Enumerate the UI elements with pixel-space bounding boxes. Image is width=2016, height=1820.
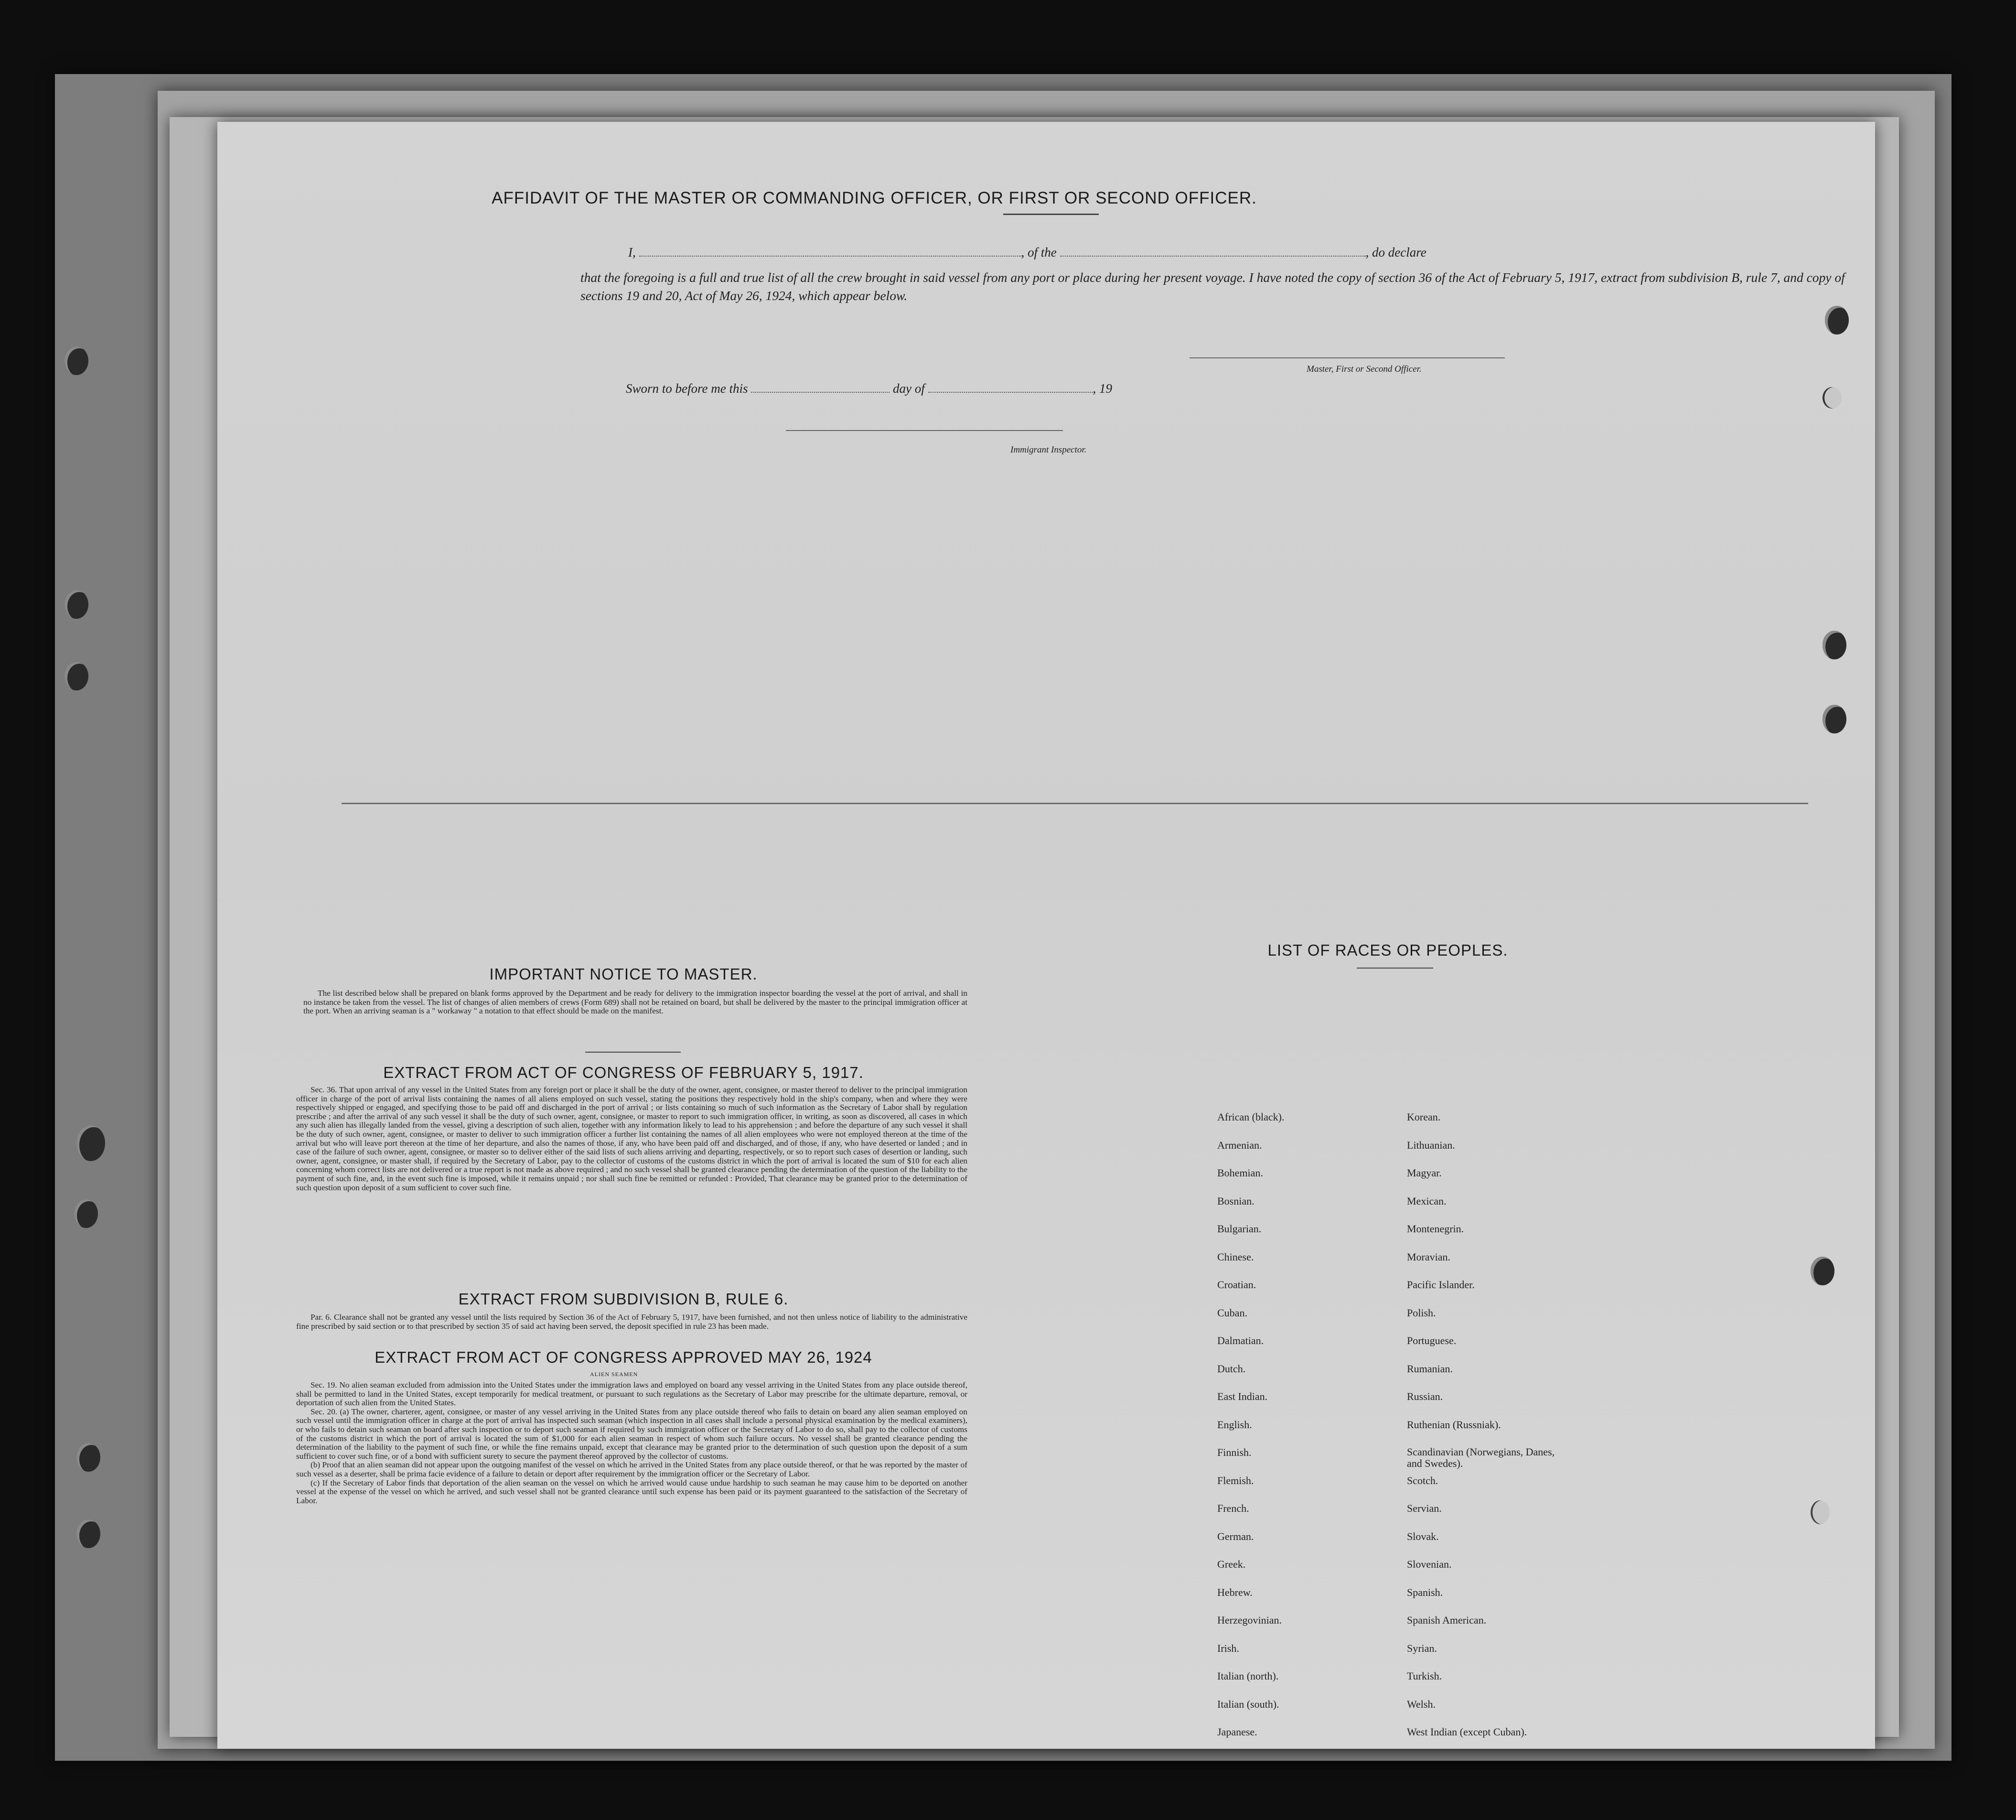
extract-rule6-body: Par. 6. Clearance shall not be granted any vessel until the lists required by Section 36 of the Act of February 5, 1917, have been furnished, and not then unless notice of liability to the administrative fine prescribed by said section or to that prescribed by section 35 of said act having been served, the deposit specified in rule 23 has been made. [296,1313,967,1331]
race-item: African (black). [1217,1111,1285,1123]
year-label: , 19 [1093,381,1112,396]
do-declare-label: , do declare [1365,245,1426,259]
declarant-prefix: I, [628,245,636,259]
section-19-paragraph: Sec. 19. No alien seaman excluded from admission into the United States under the immigration laws and employed on board any vessel arriving in the United States from any place outside thereof, shall be permitted to land in the United States, except temporarily for medical treatment, or pursuant to such regulations as the Secretary of Labor may prescribe for the ultimate departure, removal, or deportation of such alien from the United States. [296,1380,967,1408]
race-item: Lithuanian. [1407,1139,1455,1151]
race-item: Rumanian. [1407,1362,1453,1375]
race-item: Servian. [1407,1502,1442,1514]
race-item: Korean. [1407,1111,1441,1123]
race-item: Japanese. [1217,1726,1257,1738]
race-item: Croatian. [1217,1279,1256,1291]
sworn-day-blank [751,392,890,393]
binder-hole [64,662,88,690]
binder-hole [1823,387,1842,409]
extract-rule6-title: EXTRACT FROM SUBDIVISION B, RULE 6. [458,1290,789,1308]
divider [585,1052,681,1053]
binder-hole [64,590,88,619]
section-divider [342,803,1808,804]
of-the-label: , of the [1021,245,1057,259]
race-item: East Indian. [1217,1390,1268,1402]
affidavit-title: AFFIDAVIT OF THE MASTER OR COMMANDING OFFICER, OR FIRST OR SECOND OFFICER. [492,189,1257,207]
alien-seamen-label: ALIEN SEAMEN [590,1371,638,1378]
race-item: Bohemian. [1217,1167,1263,1179]
race-item: Italian (north). [1217,1670,1279,1682]
race-item: Irish. [1217,1642,1239,1654]
binder-hole [76,1125,105,1161]
divider [1003,214,1099,215]
race-item: Russian. [1407,1390,1443,1402]
race-item: Chinese. [1217,1250,1254,1263]
race-item: Mexican. [1407,1195,1447,1207]
race-item: Flemish. [1217,1474,1254,1486]
race-item: Armenian. [1217,1139,1262,1151]
race-item: Greek. [1217,1558,1246,1570]
section-20c-paragraph: (c) If the Secretary of Labor finds that deportation of the alien seaman on the vessel on which he arrived would cause undue hardship to such seaman he may cause him to be deported on another vessel at the expense of the vessel on which he arrived, and such vessel shall not be granted clearance until such expense has been paid or its payment guaranteed to the satisfaction of the Secretary of Labor. [296,1478,967,1505]
extract-1917-title: EXTRACT FROM ACT OF CONGRESS OF FEBRUARY 5, 1917. [383,1064,864,1081]
notice-title: IMPORTANT NOTICE TO MASTER. [489,965,758,983]
notice-body: The list described below shall be prepared on blank forms approved by the Department and be ready for delivery to the immigration inspector boarding the vessel at the port of arrival, and shall in no instance be taken from the vessel. The list of changes of alien members of crews (Form 689) shall not be retained on board, but shall be delivered by the master to the principal immigration officer at the port. When an arriving seaman is a " workaway " a notation to that effect should be made on the manifest. [303,989,967,1016]
races-column-1 [1217,1111,1284,1754]
race-item: Spanish. [1407,1586,1443,1598]
extract-1917-body: Sec. 36. That upon arrival of any vessel in the United States from any foreign port or place it shall be the duty of the owner, agent, consignee, or master thereof to deliver to the principal immigration officer in charge of the port of arrival lists containing the names of all aliens employed on such vessel, stating the positions they respectively hold in the ship's company, when and where they were respectively shipped or engaged, and specifying those to be paid off and discharged in the port of arrival ; or lists containing so much of such information as the Secretary of Labor shall by regulation prescribe ; and after the arrival of any such vessel it shall be the duty of such owner, agent, consignee, or master to report to such immigration officer, in writing, as soon as discovered, all cases in which any such alien has illegally landed from the vessel, giving a description of such alien, together with any information likely to lead to his apprehension ; and before the departure of any such vessel it shall be the duty of such owner, agent, consignee, or master to deliver to such immigration officer a further list containing the names of all alien employees who were not employed thereon at the time of the arrival but who will leave port thereon at the time of her departure, and also the names of those, if any, who have been paid off and discharged, and of those, if any, who have deserted or landed ; and in case of the failure of such owner, agent, consignee, or master so to deliver either of the said lists of such aliens arriving and departing, respectively, or so to report such cases of desertion or landing, such owner, agent, consignee, or master shall, if required by the Secretary of Labor, pay to the collector of customs of the customs district in which the port of arrival is located the sum of $10 for each alien concerning whom correct lists are not delivered or a true report is not made as above required ; and no such vessel shall be granted clearance pending the determination of the question of the liability to the payment of such fine, and, in the event such fine is imposed, while it remains unpaid ; nor shall such fine be remitted or refunded : Provided, That clearance may be granted prior to the determination of such question upon deposit of a sum sufficient to cover such fine. [296,1085,967,1192]
race-item: Moravian. [1407,1250,1451,1263]
race-item: Portuguese. [1407,1335,1457,1346]
race-item: Scandinavian (Norwegians, Danes, and Swedes). [1407,1446,1555,1469]
declaration-body: that the foregoing is a full and true list of all the crew brought in said vessel from any port or place during her present voyage. I have noted the copy of section 36 of the Act of February 5, 1917, extract from subdivision B, rule 7, and copy of sections 19 and 20, Act of May 26, 1924, which appear below. [580,270,1845,303]
signature-line [1190,357,1505,358]
race-item: French. [1217,1502,1249,1514]
race-item: Cuban. [1217,1306,1247,1319]
race-item: German. [1217,1530,1254,1542]
race-item: Turkish. [1407,1670,1442,1682]
binder-hole [1823,631,1846,659]
extract-1924-body [296,1381,967,1505]
binder-hole [76,1519,100,1548]
race-item: Pacific Islander. [1407,1279,1475,1291]
binder-hole [1823,705,1846,733]
race-item: Spanish American. [1407,1614,1487,1626]
race-item: Slovenian. [1407,1558,1452,1570]
race-item: Polish. [1407,1306,1436,1319]
races-column-2 [1407,1111,1565,1754]
name-blank [639,256,1021,257]
declaration-line [628,245,1426,260]
binder-hole [1825,306,1849,334]
races-title: LIST OF RACES OR PEOPLES. [1267,941,1508,959]
binder-hole [74,1199,98,1228]
race-item: Finnish. [1217,1446,1252,1458]
inspector-signature-line [786,430,1063,431]
sworn-line [626,381,1112,396]
race-item: Dutch. [1217,1362,1246,1375]
race-item: Slovak. [1407,1530,1439,1542]
race-item: Bulgarian. [1217,1223,1262,1235]
race-item: Montenegrin. [1407,1223,1464,1235]
binder-hole [1811,1257,1834,1285]
race-item: Italian (south). [1217,1698,1279,1710]
race-item: Dalmatian. [1217,1335,1264,1346]
extract-1924-title: EXTRACT FROM ACT OF CONGRESS APPROVED MAY 26, 1924 [375,1348,872,1366]
binder-hole [64,346,88,375]
race-item: West Indian (except Cuban). [1407,1726,1527,1738]
vessel-blank [1060,256,1366,257]
sworn-label: Sworn to before me this [626,381,748,396]
race-item: Magyar. [1407,1167,1442,1179]
day-of-label: day of [893,381,925,396]
race-item: Hebrew. [1217,1586,1253,1598]
race-item: Herzegovinian. [1217,1614,1282,1626]
race-item: Ruthenian (Russniak). [1407,1418,1501,1431]
form-page [217,122,1875,1749]
race-item: English. [1217,1418,1252,1431]
race-item: Syrian. [1407,1642,1437,1654]
race-item: Welsh. [1407,1698,1436,1710]
inspector-caption: Immigrant Inspector. [1010,445,1087,455]
race-item: Bosnian. [1217,1195,1255,1207]
divider [1357,968,1433,969]
race-item: Scotch. [1407,1474,1438,1486]
section-20b-paragraph: (b) Proof that an alien seaman did not appear upon the outgoing manifest of the vessel on which he arrived in the United States from any place outside thereof, or that he was reported by the master of such vessel as a deserter, shall be prima facie evidence of a failure to detain or deport after requirement by the immigration officer or the Secretary of Labor. [296,1460,967,1478]
section-20a-paragraph: Sec. 20. (a) The owner, charterer, agent, consignee, or master of any vessel arriving in the United States from any place outside thereof who fails to detain on board any alien seaman employed on such vessel until the immigration officer in charge at the port of arrival has inspected such seaman (which inspection in all cases shall include a personal physical examination by the medical examiners), or who fails to detain such seaman on board after such inspection or to deport such seaman if required by such immigration officer or the Secretary of Labor to do so, shall pay to the collector of customs of the customs district in which the port of arrival is located the sum of $1,000 for each alien seaman in respect of whom such failure occurs. No vessel shall be granted clearance pending the determination of the liability to the payment of such fine, or while the fine remains unpaid, except that clearance may be granted prior to the determination of such question upon the deposit of a sum sufficient to cover such fine, or of a bond with sufficient surety to secure the payment thereof approved by the collector of customs. [296,1407,967,1461]
binder-hole [1811,1500,1830,1524]
master-signature-caption: Master, First or Second Officer. [1307,364,1422,374]
sworn-month-blank [928,392,1093,393]
binder-hole [76,1443,100,1472]
